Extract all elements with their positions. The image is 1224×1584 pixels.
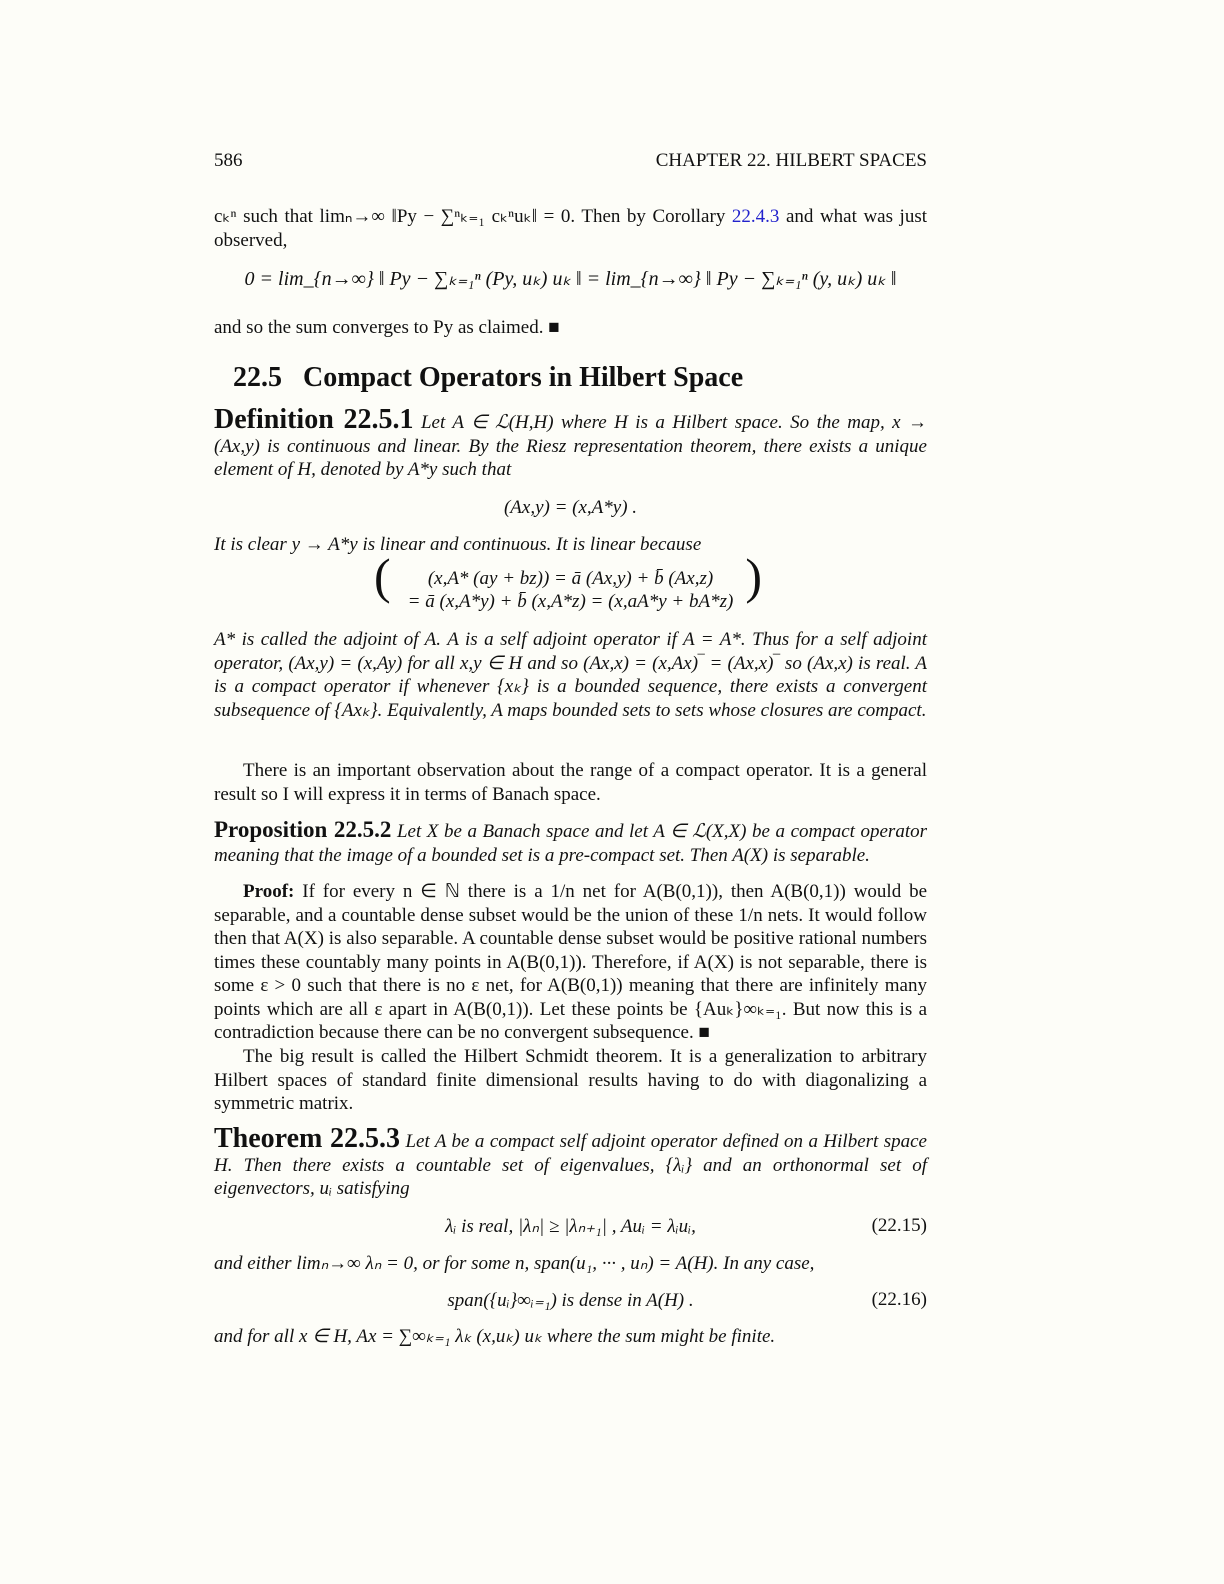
- definition: [214, 404, 928, 482]
- paragraph: and either limₙ→∞ λₙ = 0, or for some n, span(u₁, ··· , uₙ) = A(H). In any case,: [214, 1253, 815, 1274]
- section-title: Compact Operators in Hilbert Space: [303, 362, 744, 393]
- proof-text: If for every n ∈ ℕ there is a 1/n net for A(B(0,1)), then A(B(0,1)) would be separable, and a countable dense subset would be the union of these 1/n nets. It would follow then that A(X) is also separable. A countable dense subset would be positive rational numbers times these countably many points in A(B(0,1)). Therefore, if A(X) is not separable, there is some ε > 0 such that there is no ε net, for A(B(0,1)) meaning that there are infinitely many points which are all ε apart in A(B(0,1)). Let these points be {Auₖ}∞ₖ₌₁. But now this is a contradiction because there can be no convergent subsequence. ■: [214, 881, 928, 1043]
- proposition-label: Proposition 22.5.2: [214, 817, 392, 842]
- equation-limit: 0 = lim_{n→∞} ‖ Py − ∑ₖ₌₁ⁿ (Py, uₖ) uₖ ‖ = lim_{n→∞} ‖ Py − ∑ₖ₌₁ⁿ (y, uₖ) uₖ ‖: [244, 268, 897, 290]
- paragraph: It is clear y → A*y is linear and continuous. It is linear because: [214, 534, 702, 555]
- paragraph: and for all x ∈ H, Ax = ∑∞ₖ₌₁ λₖ (x,uₖ) uₖ where the sum might be finite.: [214, 1326, 776, 1347]
- equation-line: = ā (x,A*y) + b̄ (x,A*z) = (x,aA*y + bA*z): [407, 591, 734, 612]
- theorem: [214, 1123, 927, 1201]
- paragraph-adjoint: A* is called the adjoint of A. A is a self adjoint operator if A = A*. Thus for a self adjoint operator, (Ax,y) = (x,Ay) for all x,y ∈ H and so (Ax,x) = (x,Ax)‾ = (Ax,x)‾ so (Ax,x) is real. A is a compact operator if whenever {xₖ} is a bounded sequence, there exists a convergent subsequence of {Axₖ}. Equivalently, A maps bounded sets to sets whose closures are compact.: [214, 629, 927, 721]
- paragraph-text: and what was just observed,: [214, 206, 928, 251]
- equation-line: (x,A* (ay + bz)) = ā (Ax,y) + b̄ (Ax,z): [427, 568, 714, 589]
- theorem-label: Theorem 22.5.3: [214, 1123, 401, 1154]
- theorem-text: Let A be a compact self adjoint operator defined on a Hilbert space H. Then there exists a countable set of eigenvalues, {λᵢ} and an orthonormal set of eigenvectors, uᵢ satisfying: [214, 1131, 927, 1199]
- section-number: 22.5: [233, 362, 282, 393]
- proof-label: Proof:: [243, 881, 295, 902]
- proposition-text: Let X be a Banach space and let A ∈ ℒ(X,X) be a compact operator meaning that the image of a bounded set is a pre-compact set. Then A(X) is separable.: [214, 821, 927, 866]
- definition-label: Definition 22.5.1: [214, 404, 414, 435]
- equation-adjoint: (Ax,y) = (x,A*y) .: [503, 497, 638, 518]
- proposition: [214, 818, 927, 867]
- paragraph: The big result is called the Hilbert Schmidt theorem. It is a generalization to arbitrary Hilbert spaces of standard finite dimensional results having to do with diagonalizing a symmetric matrix.: [214, 1046, 927, 1114]
- equation-number: (22.15): [871, 1215, 927, 1236]
- section-heading: [233, 362, 743, 394]
- definition-text: Let A ∈ ℒ(H,H) where H is a Hilbert space. So the map, x → (Ax,y) is continuous and linear. By the Riesz representation theorem, there exists a unique element of H, denoted by A*y such that: [214, 412, 928, 480]
- equation-text: λᵢ is real, |λₙ| ≥ |λₙ₊₁| , Auᵢ = λᵢuᵢ,: [445, 1216, 696, 1237]
- equation-text: span({uᵢ}∞ᵢ₌₁) is dense in A(H) .: [447, 1290, 694, 1311]
- paragraph-text: cₖⁿ such that limₙ→∞ ‖Py − ∑ⁿₖ₌₁ cₖⁿuₖ‖ = 0. Then by Corollary: [214, 206, 732, 227]
- equation-22-15: [214, 1215, 927, 1238]
- equation-linearity: ( (x,A* (ay + bz)) = ā (Ax,y) + b̄ (Ax,z) = ā (x,A*y) + b̄ (x,A*z) = (x,aA*y + bA*z) ): [214, 567, 927, 613]
- equation-22-16: [214, 1289, 927, 1312]
- proof: [214, 880, 927, 1045]
- corollary-link[interactable]: 22.4.3: [731, 206, 780, 227]
- equation-number: (22.16): [871, 1289, 927, 1310]
- paragraph: There is an important observation about the range of a compact operator. It is a general result so I will express it in terms of Banach space.: [214, 760, 927, 805]
- page-number: 586: [214, 150, 243, 171]
- paragraph-intro: [214, 205, 927, 252]
- paragraph: and so the sum converges to Py as claimed. ■: [214, 317, 560, 338]
- running-header: CHAPTER 22. HILBERT SPACES: [655, 150, 927, 171]
